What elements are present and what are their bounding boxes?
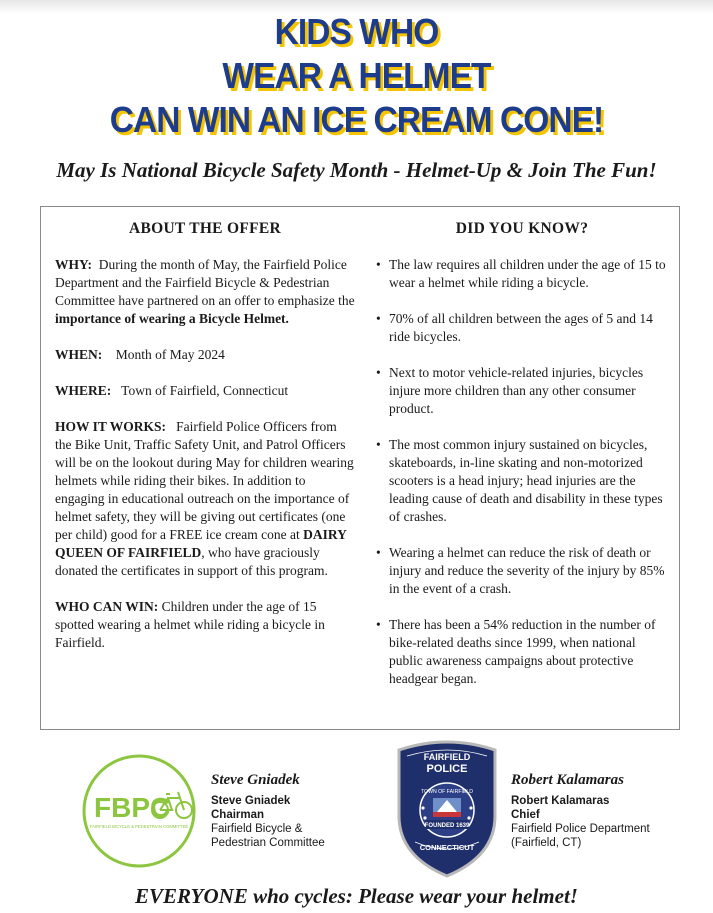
why-paragraph <box>55 256 355 328</box>
signer-1-org-line-1: Fairfield Bicycle & <box>211 823 303 835</box>
fact-item: • The law requires all children under the age of 15 to wear a helmet while riding a bicycle. <box>376 256 668 292</box>
fbpc-logo-caption: FAIRFIELD BICYCLE & PEDESTRIAN COMMITTEE <box>89 824 189 829</box>
fact-item: • 70% of all children between the ages of 5 and 14 ride bicycles. <box>376 310 668 346</box>
subtitle: May Is National Bicycle Safety Month - Helmet-Up & Join The Fun! <box>56 158 657 182</box>
where-paragraph <box>55 382 355 400</box>
signer-2-org-line-2: (Fairfield, CT) <box>511 837 582 849</box>
did-you-know-column <box>376 220 668 706</box>
signature-kalamaras: Robert Kalamaras <box>511 772 624 788</box>
how-paragraph <box>55 418 355 580</box>
fact-item: • There has been a 54% reduction in the number of bike-related deaths since 1999, when national public awareness campaigns about protective headgear began. <box>376 616 668 688</box>
did-you-know-heading: DID YOU KNOW? <box>455 220 589 237</box>
signer-2-name: Robert Kalamaras <box>511 795 610 807</box>
how-label: HOW IT WORKS: <box>55 419 167 434</box>
when-paragraph <box>55 346 355 364</box>
where-label: WHERE: <box>55 383 112 398</box>
fact-item: • Next to motor vehicle-related injuries, bicycles injure more children than any other consumer product. <box>376 364 668 418</box>
when-text: Month of May 2024 <box>115 347 225 362</box>
signer-1-org-line-2: Pedestrian Committee <box>211 837 325 849</box>
who-paragraph <box>55 598 355 652</box>
signer-2-org-line-1: Fairfield Police Department <box>511 823 650 835</box>
fbpc-logo-letters: FBPC <box>94 792 171 823</box>
signer-2-block <box>511 794 650 850</box>
about-offer-column <box>55 220 355 670</box>
who-text: Children under the age of 15 spotted wearing a helmet while riding a bicycle in Fairfield. <box>55 599 325 650</box>
badge-top-text: FAIRFIELD <box>423 752 471 762</box>
why-bold-text: importance of wearing a Bicycle Helmet. <box>55 311 289 326</box>
fbpc-logo <box>80 752 198 870</box>
police-badge <box>393 738 501 878</box>
why-label: WHY: <box>55 257 93 272</box>
why-text: During the month of May, the Fairfield Police Department and the Fairfield Bicycle & Pedestrian Committee have partnered on an offer to emphasize the <box>55 257 355 308</box>
badge-police-text: POLICE <box>426 763 468 775</box>
how-tail-text: , who have graciously donated the certificates in support of this program. <box>55 545 328 578</box>
signer-1-title: Chairman <box>211 809 265 821</box>
badge-ring-text: TOWN OF FAIRFIELD <box>420 789 474 795</box>
who-label: WHO CAN WIN: <box>55 599 159 614</box>
signer-1-block <box>211 794 325 850</box>
headline <box>0 10 713 142</box>
dairy-queen-text: DAIRY QUEEN OF FAIRFIELD <box>55 527 347 560</box>
badge-seal-emblem <box>433 798 461 817</box>
how-text: Fairfield Police Officers from the Bike Unit, Traffic Safety Unit, and Patrol Officers will be on the lookout during May for children wearing helmets while riding their bikes. In addition to engaging in educational outreach on the importance of helmet safety, they will be giving out certificates (one per child) good for a FREE ice cream cone at <box>55 419 354 542</box>
facts-list <box>376 256 668 688</box>
fact-item: • The most common injury sustained on bicycles, skateboards, in-line skating and non-motorized scooters is a head injury; head injuries are the leading cause of death and disability in these types of crashes. <box>376 436 668 526</box>
where-text: Town of Fairfield, Connecticut <box>121 383 289 398</box>
about-offer-heading: ABOUT THE OFFER <box>128 220 282 237</box>
headline-line-3: CAN WIN AN ICE CREAM CONE! <box>109 99 604 140</box>
headline-line-2: WEAR A HELMET <box>222 55 491 96</box>
when-label: WHEN: <box>55 347 103 362</box>
badge-founded-text: FOUNDED 1639 <box>424 823 470 829</box>
signature-gniadek: Steve Gniadek <box>211 772 300 788</box>
fact-item: • Wearing a helmet can reduce the risk of death or injury and reduce the severity of the injury by 85% in the event of a crash. <box>376 544 668 598</box>
headline-line-1: KIDS WHO <box>274 11 439 52</box>
signer-2-title: Chief <box>511 809 540 821</box>
closing-message: EVERYONE who cycles: Please wear your helmet! <box>135 884 578 908</box>
badge-state-text: CONNECTICUT <box>419 843 475 852</box>
signer-1-name: Steve Gniadek <box>211 795 291 807</box>
